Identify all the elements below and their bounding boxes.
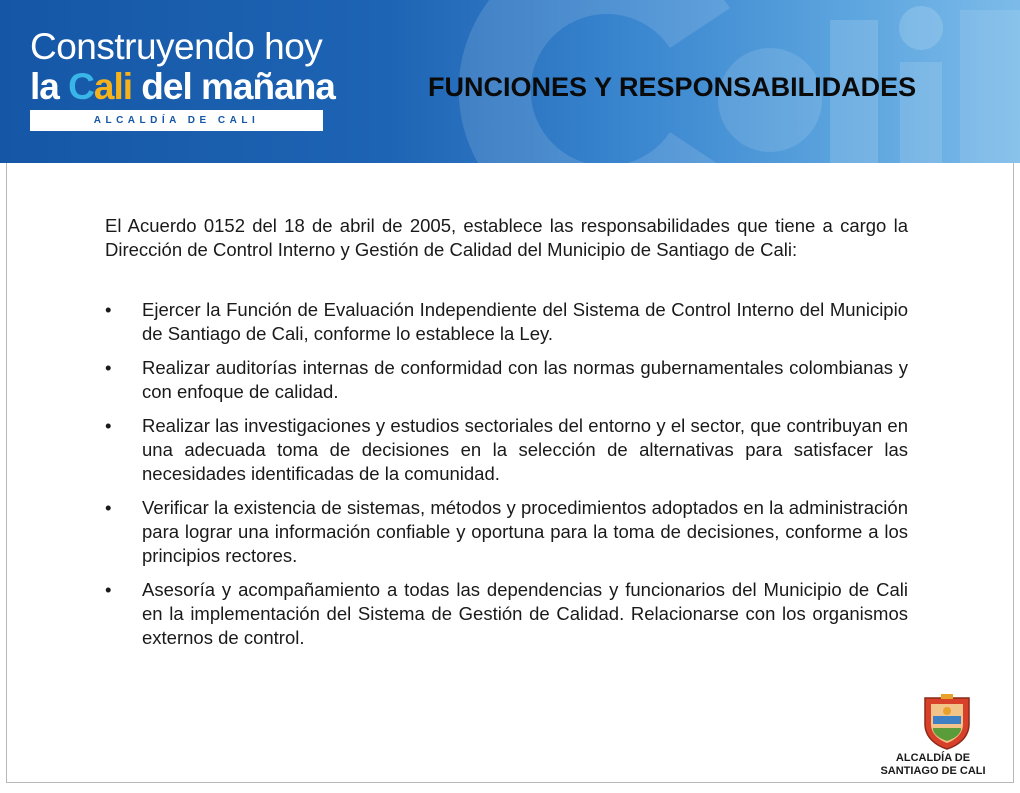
brand-word-del-manana: del mañana bbox=[132, 66, 335, 107]
bullet-icon: • bbox=[105, 357, 112, 378]
header-banner bbox=[0, 0, 1020, 163]
brand-letters-ali: ali bbox=[93, 66, 133, 107]
bullet-icon: • bbox=[105, 579, 112, 600]
frame-bottom-border bbox=[6, 782, 1014, 783]
list-item-text: Verificar la existencia de sistemas, métodos y procedimientos adoptados en la administración para lograr una información confiable y oportuna para la toma de decisiones, conforme a los principios rectores. bbox=[142, 497, 908, 566]
brand-letter-c: C bbox=[68, 66, 94, 107]
list-item bbox=[105, 298, 908, 346]
frame-right-border bbox=[1013, 163, 1014, 783]
list-item bbox=[105, 496, 908, 568]
brand-slogan-line1: Construyendo hoy bbox=[30, 26, 323, 67]
list-item-text: Ejercer la Función de Evaluación Independiente del Sistema de Control Interno del Municipio de Santiago de Cali, conforme lo establece la Ley. bbox=[142, 299, 908, 344]
list-item bbox=[105, 414, 908, 486]
seal-caption bbox=[878, 752, 988, 778]
bullet-icon: • bbox=[105, 299, 112, 320]
seal-caption-line2: SANTIAGO DE CALI bbox=[880, 765, 986, 777]
slide-title: FUNCIONES Y RESPONSABILIDADES bbox=[428, 72, 917, 102]
list-item bbox=[105, 578, 908, 650]
list-item-text: Realizar las investigaciones y estudios sectoriales del entorno y el sector, que contribuyan en una adecuada toma de decisiones en la selección de alternativas para satisfacer las necesidades identificadas de la comunidad. bbox=[142, 415, 908, 484]
seal-caption-line1: ALCALDÍA DE bbox=[895, 752, 971, 764]
intro-paragraph: El Acuerdo 0152 del 18 de abril de 2005, establece las responsabilidades que tiene a cargo la Dirección de Control Interno y Gestión de Calidad del Municipio de Santiago de Cali: bbox=[105, 215, 908, 260]
brand-word-la: la bbox=[30, 66, 69, 107]
body-content bbox=[105, 214, 908, 660]
bullet-icon: • bbox=[105, 415, 112, 436]
brand-alcaldia-strip: ALCALDÍA DE CALI bbox=[30, 110, 323, 131]
brand-slogan-line2 bbox=[30, 68, 335, 105]
brand-word-cali bbox=[68, 66, 132, 107]
frame-left-border bbox=[6, 163, 7, 783]
coat-of-arms-icon bbox=[919, 694, 975, 750]
list-item bbox=[105, 356, 908, 404]
bullet-icon: • bbox=[105, 497, 112, 518]
list-item-text: Realizar auditorías internas de conformidad con las normas gubernamentales colombianas y con enfoque de calidad. bbox=[142, 357, 908, 402]
list-item-text: Asesoría y acompañamiento a todas las dependencias y funcionarios del Municipio de Cali en la implementación del Sistema de Gestión de Calidad. Relacionarse con los organismos externos de control. bbox=[142, 579, 908, 648]
responsibilities-list bbox=[105, 298, 908, 650]
